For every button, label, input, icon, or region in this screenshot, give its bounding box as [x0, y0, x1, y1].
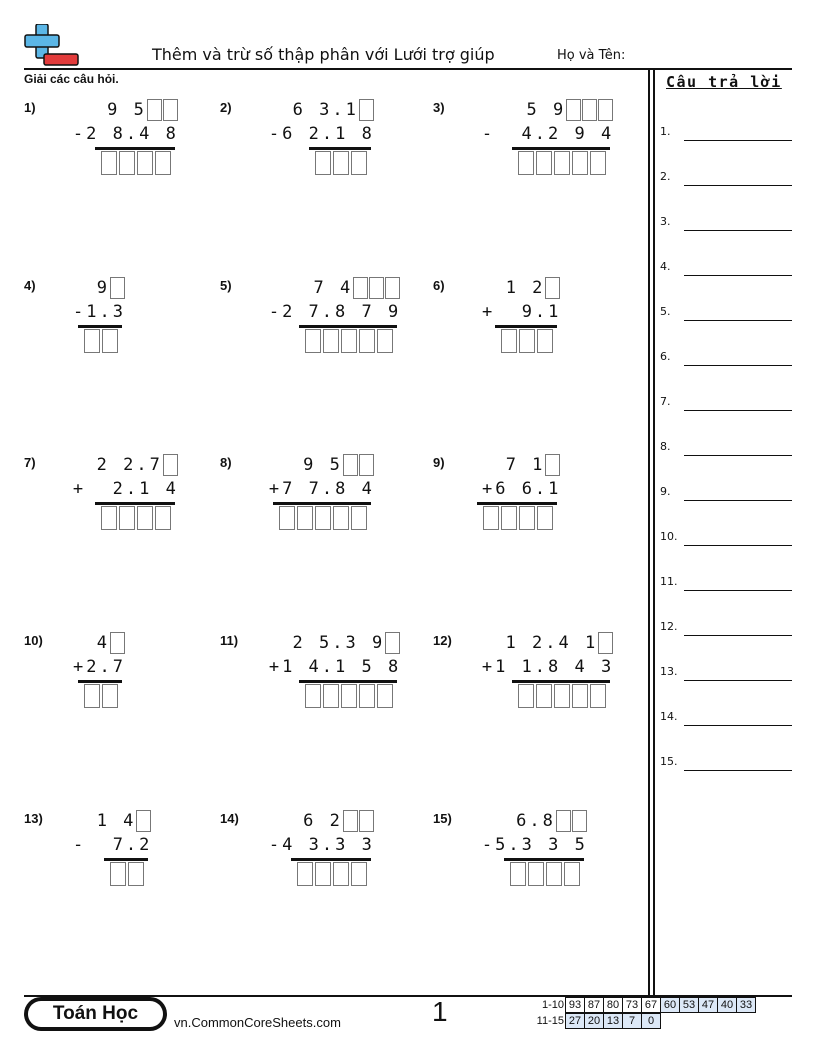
placeholder-box [556, 810, 571, 832]
top-number: 5 9 [526, 100, 567, 120]
answer-grid[interactable] [305, 329, 395, 353]
minuend-row [526, 98, 614, 122]
answer-blank[interactable] [684, 455, 792, 456]
answer-cell[interactable] [537, 506, 553, 530]
subtrahend-row [482, 477, 561, 501]
sum-bar [299, 680, 397, 683]
problem [433, 455, 633, 555]
sum-bar [95, 502, 175, 505]
answer-number: 2. [660, 170, 671, 183]
score-key-cell: 67 [641, 997, 661, 1013]
problem-number: 10) [24, 633, 43, 648]
answer-grid[interactable] [101, 151, 173, 175]
answer-cell[interactable] [572, 151, 588, 175]
subtrahend-row [73, 122, 179, 146]
answer-cell[interactable] [84, 329, 100, 353]
score-key-cell: 13 [603, 1013, 623, 1029]
answer-number: 4. [660, 260, 671, 273]
score-key-cell: 93 [565, 997, 585, 1013]
answer-number: 5. [660, 305, 671, 318]
top-number: 1 4 [96, 811, 137, 831]
sum-bar [512, 147, 610, 150]
answer-cell[interactable] [110, 862, 126, 886]
answer-cell[interactable] [101, 151, 117, 175]
answer-number: 7. [660, 395, 671, 408]
problem-number: 6) [433, 278, 445, 293]
bottom-number: 4.2 9 4 [495, 124, 615, 144]
answer-cell[interactable] [501, 506, 517, 530]
answer-cell[interactable] [377, 684, 393, 708]
subtrahend-row [73, 300, 126, 324]
brand-badge [24, 997, 167, 1031]
answer-cell[interactable] [333, 862, 349, 886]
minuend-row [506, 631, 615, 655]
placeholder-box [163, 99, 178, 121]
answer-cell[interactable] [359, 329, 375, 353]
problem [220, 100, 420, 200]
placeholder-box [343, 810, 358, 832]
answer-number: 14. [660, 710, 678, 723]
top-number: 1 2 [505, 278, 546, 298]
header-divider [24, 68, 792, 70]
answer-blank[interactable] [684, 500, 792, 501]
subtrahend-row [482, 833, 588, 857]
problem-number: 5) [220, 278, 232, 293]
score-key-row [530, 997, 756, 1013]
minuend-row [516, 809, 588, 833]
subtrahend-row [482, 300, 561, 324]
sum-bar [104, 858, 148, 861]
problem [220, 278, 420, 378]
operator-sign: - [268, 124, 283, 144]
answer-grid[interactable] [84, 684, 120, 708]
answer-line[interactable] [660, 575, 792, 589]
score-key-cell: 53 [679, 997, 699, 1013]
answer-cell[interactable] [333, 506, 349, 530]
problem [433, 633, 633, 733]
top-number: 9 5 [107, 100, 147, 120]
operator-sign: + [481, 479, 496, 499]
answer-grid[interactable] [483, 506, 555, 530]
bottom-number: 4 3.3 3 [282, 835, 375, 855]
placeholder-box [110, 632, 125, 654]
score-key-cell: 20 [584, 1013, 604, 1029]
sum-bar [504, 858, 584, 861]
problem-number: 15) [433, 811, 452, 826]
bottom-number: 7 7.8 4 [282, 479, 375, 499]
answer-grid[interactable] [84, 329, 120, 353]
bottom-number: 2.7 [86, 657, 126, 677]
bottom-number: 1 4.1 5 8 [282, 657, 402, 677]
brand-label: Toán Học [28, 1001, 163, 1027]
placeholder-box [369, 277, 384, 299]
placeholder-box [136, 810, 151, 832]
minuend-row [293, 631, 402, 655]
answer-number: 13. [660, 665, 678, 678]
placeholder-box [582, 99, 597, 121]
problem [220, 811, 420, 911]
score-key-cell: 87 [584, 997, 604, 1013]
operator-sign: + [481, 657, 496, 677]
answer-cell[interactable] [536, 151, 552, 175]
answer-cell[interactable] [590, 151, 606, 175]
answer-cell[interactable] [590, 684, 606, 708]
operator-sign: - [268, 302, 283, 322]
answer-blank[interactable] [684, 185, 792, 186]
answer-line[interactable] [660, 260, 792, 274]
answer-grid[interactable] [101, 506, 173, 530]
answer-number: 1. [660, 125, 671, 138]
top-number: 6 2 [303, 811, 343, 831]
subtrahend-row [269, 300, 401, 324]
page-number: 1 [432, 996, 448, 1027]
operator-sign: - [73, 302, 87, 322]
answer-blank[interactable] [684, 410, 792, 411]
minuend-row [293, 98, 375, 122]
answer-cell[interactable] [315, 506, 331, 530]
answer-line[interactable] [660, 485, 792, 499]
answer-line[interactable] [660, 395, 792, 409]
bottom-number: 5.3 3 5 [495, 835, 588, 855]
problem-number: 2) [220, 100, 232, 115]
problem-number: 8) [220, 455, 232, 470]
problem [433, 100, 633, 200]
placeholder-box [163, 454, 178, 476]
answer-grid[interactable] [315, 151, 369, 175]
top-number: 9 [96, 278, 110, 298]
sum-bar [273, 502, 371, 505]
answer-column-divider [648, 69, 650, 995]
answer-line[interactable] [660, 305, 792, 319]
answer-grid[interactable] [305, 684, 395, 708]
answer-cell[interactable] [483, 506, 499, 530]
score-key-cell: 7 [622, 1013, 642, 1029]
bottom-number: 7.2 [86, 835, 153, 855]
placeholder-box [385, 277, 400, 299]
answer-cell[interactable] [537, 329, 553, 353]
answer-cell[interactable] [84, 684, 100, 708]
answer-line[interactable] [660, 530, 792, 544]
answer-cell[interactable] [546, 862, 562, 886]
score-key-cell: 60 [660, 997, 680, 1013]
score-key-row [530, 1013, 756, 1029]
sum-bar [78, 680, 122, 683]
site-url[interactable]: vn.CommonCoreSheets.com [174, 1015, 341, 1030]
answer-line[interactable] [660, 620, 792, 634]
subtrahend-row [269, 655, 401, 679]
minuend-row [303, 453, 375, 477]
minuend-row [97, 276, 126, 300]
sum-bar [78, 325, 122, 328]
worksheet-title: Thêm và trừ số thập phân với Lưới trợ giúp [152, 45, 495, 64]
answer-grid[interactable] [110, 862, 146, 886]
placeholder-box [147, 99, 162, 121]
answer-cell[interactable] [351, 151, 367, 175]
score-key-cell: 47 [698, 997, 718, 1013]
answer-cell[interactable] [333, 151, 349, 175]
answer-blank[interactable] [684, 140, 792, 141]
placeholder-box [598, 99, 613, 121]
answer-blank[interactable] [684, 770, 792, 771]
operator-sign: + [72, 479, 87, 499]
score-key-range: 11-15 [536, 1015, 564, 1027]
answer-cell[interactable] [119, 151, 135, 175]
bottom-number: 1.3 [86, 302, 126, 322]
top-number: 7 4 [313, 278, 354, 298]
answer-number: 12. [660, 620, 678, 633]
sum-bar [299, 325, 397, 328]
answer-cell[interactable] [351, 862, 367, 886]
problem-number: 4) [24, 278, 36, 293]
problem [433, 278, 633, 378]
answer-column-divider [653, 69, 655, 995]
answer-cell[interactable] [155, 151, 171, 175]
answer-grid[interactable] [510, 862, 582, 886]
top-number: 6.8 [516, 811, 556, 831]
answer-cell[interactable] [536, 684, 552, 708]
answer-cell[interactable] [341, 684, 357, 708]
answer-number: 11. [660, 575, 678, 588]
answer-cell[interactable] [315, 151, 331, 175]
subtrahend-row [269, 477, 375, 501]
answer-grid[interactable] [501, 329, 555, 353]
score-key-cell: 0 [641, 1013, 661, 1029]
answer-blank[interactable] [684, 230, 792, 231]
problem-number: 13) [24, 811, 43, 826]
answer-blank[interactable] [684, 365, 792, 366]
problem [24, 455, 224, 555]
top-number: 9 5 [303, 455, 343, 475]
answer-grid[interactable] [297, 862, 369, 886]
plus-minus-logo-icon [24, 24, 80, 68]
bottom-number: 2 8.4 8 [86, 124, 179, 144]
minuend-row [97, 809, 153, 833]
score-key-table [530, 997, 756, 1029]
placeholder-box [110, 277, 125, 299]
problem [24, 811, 224, 911]
subtrahend-row [73, 833, 152, 857]
answer-blank[interactable] [684, 635, 792, 636]
top-number: 6 3.1 [292, 100, 359, 120]
answer-cell[interactable] [528, 862, 544, 886]
placeholder-box [566, 99, 581, 121]
minuend-row [97, 631, 126, 655]
subtrahend-row [73, 477, 179, 501]
subtrahend-row [269, 833, 375, 857]
answer-line[interactable] [660, 440, 792, 454]
placeholder-box [359, 454, 374, 476]
problem-number: 7) [24, 455, 36, 470]
answer-cell[interactable] [119, 506, 135, 530]
name-label: Họ và Tên: [557, 48, 626, 63]
bottom-number: 1 1.8 4 3 [495, 657, 615, 677]
operator-sign: + [268, 657, 283, 677]
answer-grid[interactable] [518, 684, 608, 708]
answer-blank[interactable] [684, 725, 792, 726]
top-number: 2 5.3 9 [292, 633, 386, 653]
sum-bar [512, 680, 610, 683]
answer-cell[interactable] [315, 862, 331, 886]
minuend-row [107, 98, 179, 122]
answer-cell[interactable] [572, 684, 588, 708]
operator-sign: + [268, 479, 283, 499]
answer-line[interactable] [660, 125, 792, 139]
answer-cell[interactable] [297, 862, 313, 886]
score-key-range: 1-10 [541, 999, 564, 1011]
answer-number: 15. [660, 755, 678, 768]
bottom-number: 2.1 4 [86, 479, 179, 499]
answer-cell[interactable] [155, 506, 171, 530]
sum-bar [291, 858, 371, 861]
answer-cell[interactable] [519, 329, 535, 353]
problem [433, 811, 633, 911]
answer-cell[interactable] [279, 506, 295, 530]
placeholder-box [545, 454, 560, 476]
minuend-row [97, 453, 179, 477]
answer-cell[interactable] [137, 151, 153, 175]
answer-cell[interactable] [137, 506, 153, 530]
answer-grid[interactable] [518, 151, 608, 175]
problem [24, 100, 224, 200]
answer-number: 10. [660, 530, 678, 543]
answer-cell[interactable] [518, 151, 534, 175]
problem [220, 633, 420, 733]
subtrahend-row [482, 655, 614, 679]
top-number: 4 [96, 633, 110, 653]
minuend-row [506, 453, 562, 477]
score-key-cell: 80 [603, 997, 623, 1013]
instructions: Giải các câu hỏi. [24, 72, 119, 86]
answer-cell[interactable] [323, 329, 339, 353]
answer-cell[interactable] [501, 329, 517, 353]
answer-blank[interactable] [684, 590, 792, 591]
score-key-cell: 33 [736, 997, 756, 1013]
answer-grid[interactable] [279, 506, 369, 530]
placeholder-box [343, 454, 358, 476]
operator-sign: - [72, 835, 87, 855]
answer-cell[interactable] [297, 506, 313, 530]
answer-blank[interactable] [684, 680, 792, 681]
subtrahend-row [269, 122, 375, 146]
answer-number: 9. [660, 485, 671, 498]
answer-blank[interactable] [684, 275, 792, 276]
answer-cell[interactable] [359, 684, 375, 708]
answer-cell[interactable] [102, 329, 118, 353]
sum-bar [495, 325, 557, 328]
sum-bar [309, 147, 371, 150]
placeholder-box [545, 277, 560, 299]
placeholder-box [572, 810, 587, 832]
answer-cell[interactable] [510, 862, 526, 886]
sum-bar [95, 147, 175, 150]
placeholder-box [359, 810, 374, 832]
answer-cell[interactable] [351, 506, 367, 530]
operator-sign: + [73, 657, 87, 677]
placeholder-box [385, 632, 400, 654]
answer-line[interactable] [660, 665, 792, 679]
operator-sign: - [268, 835, 283, 855]
top-number: 1 2.4 1 [505, 633, 599, 653]
answer-line[interactable] [660, 170, 792, 184]
problem-number: 14) [220, 811, 239, 826]
answer-line[interactable] [660, 215, 792, 229]
bottom-number: 6 2.1 8 [282, 124, 375, 144]
placeholder-box [353, 277, 368, 299]
operator-sign: - [72, 124, 87, 144]
subtrahend-row [482, 122, 614, 146]
answer-blank[interactable] [684, 320, 792, 321]
problem-number: 3) [433, 100, 445, 115]
placeholder-box [598, 632, 613, 654]
problem-number: 9) [433, 455, 445, 470]
problem-number: 1) [24, 100, 36, 115]
bottom-number: 2 7.8 7 9 [282, 302, 402, 322]
answer-cell[interactable] [554, 684, 570, 708]
score-key-cell: 73 [622, 997, 642, 1013]
answer-cell[interactable] [518, 684, 534, 708]
bottom-number: 9.1 [495, 302, 562, 322]
minuend-row [313, 276, 401, 300]
answer-cell[interactable] [564, 862, 580, 886]
minuend-row [303, 809, 375, 833]
sum-bar [477, 502, 557, 505]
answer-number: 8. [660, 440, 671, 453]
subtrahend-row [73, 655, 126, 679]
answer-cell[interactable] [554, 151, 570, 175]
score-key-cell: 40 [717, 997, 737, 1013]
top-number: 7 1 [505, 455, 546, 475]
score-key-cell: 27 [565, 1013, 585, 1029]
answer-cell[interactable] [323, 684, 339, 708]
top-number: 2 2.7 [96, 455, 163, 475]
answer-number: 6. [660, 350, 671, 363]
answer-line[interactable] [660, 710, 792, 724]
problem [24, 633, 224, 733]
problem-number: 12) [433, 633, 452, 648]
answer-cell[interactable] [519, 506, 535, 530]
answer-cell[interactable] [377, 329, 393, 353]
problem [24, 278, 224, 378]
answer-cell[interactable] [102, 684, 118, 708]
answers-title: Câu trả lời [666, 73, 782, 91]
answer-number: 3. [660, 215, 671, 228]
answer-blank[interactable] [684, 545, 792, 546]
operator-sign: + [481, 302, 496, 322]
answer-line[interactable] [660, 350, 792, 364]
answer-cell[interactable] [341, 329, 357, 353]
answer-cell[interactable] [101, 506, 117, 530]
problem [220, 455, 420, 555]
problem-number: 11) [220, 633, 239, 648]
operator-sign: - [481, 835, 496, 855]
answer-cell[interactable] [128, 862, 144, 886]
answer-line[interactable] [660, 755, 792, 769]
bottom-number: 6 6.1 [495, 479, 562, 499]
minuend-row [506, 276, 562, 300]
answer-cell[interactable] [305, 329, 321, 353]
operator-sign: - [481, 124, 496, 144]
placeholder-box [359, 99, 374, 121]
answer-cell[interactable] [305, 684, 321, 708]
